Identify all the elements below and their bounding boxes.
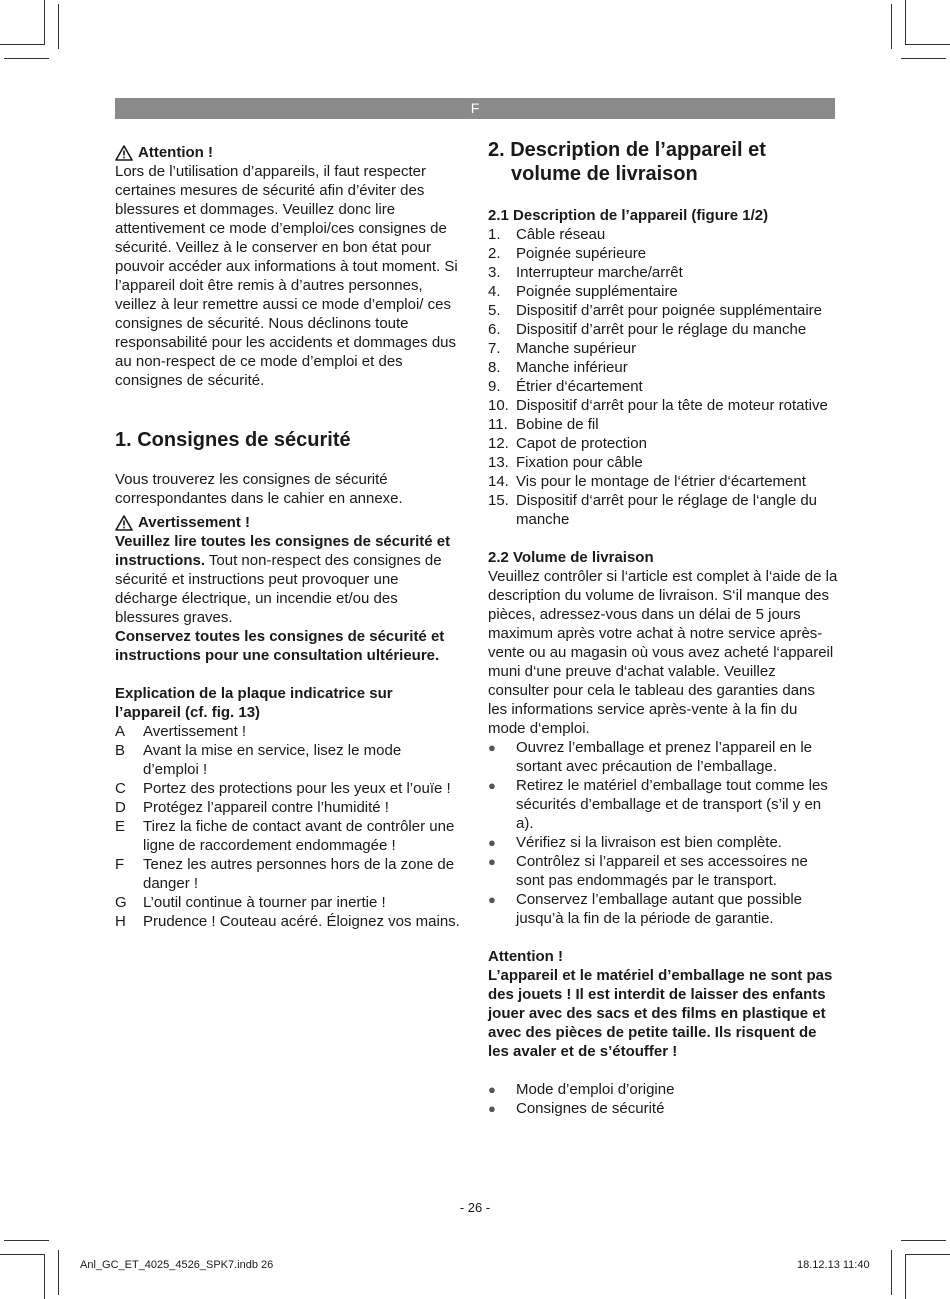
list-marker: H (115, 913, 126, 930)
crop-mark (905, 1254, 950, 1255)
attention-2-title: Attention ! (488, 948, 563, 965)
list-marker: 6. (488, 321, 501, 338)
crop-mark (905, 0, 906, 45)
list-item (488, 890, 838, 928)
subsection-2-1-title: 2.1 Description de l’appareil (figure 1/2) (488, 207, 769, 224)
list-item-text: Contrôlez si l’appareil et ses accessoires ne sont pas endommagés par le transport. (516, 853, 808, 889)
list-item-text: Capot de protection (516, 435, 647, 452)
warning-paragraph (115, 532, 460, 627)
warning-heading (115, 513, 460, 532)
print-date: 18.12.13 11:40 (797, 1259, 870, 1271)
list-marker: ● (488, 1101, 496, 1116)
crop-mark (905, 44, 950, 45)
list-marker: 5. (488, 302, 501, 319)
list-marker: 11. (488, 416, 508, 433)
list-item (488, 776, 838, 833)
warning-text: Tout non-respect des consignes de sécurité et instructions peut provoquer une décharge électrique, un incendie et/ou des blessures graves. (115, 552, 442, 626)
plate-title: Explication de la plaque indicatrice sur l’appareil (cf. fig. 13) (115, 685, 393, 721)
list-item (488, 1080, 838, 1099)
list-item-text: Conservez l’emballage autant que possible jusqu’à la fin de la période de garantie. (516, 891, 803, 927)
list-item-text: Dispositif d‘arrêt pour le réglage de l‘angle du manche (516, 492, 818, 528)
list-item (488, 1099, 838, 1118)
list-marker: 10. (488, 397, 509, 414)
list-item-text: Poignée supérieure (516, 245, 647, 262)
crop-mark (58, 1250, 59, 1295)
list-item (115, 912, 460, 931)
left-column (115, 143, 460, 931)
list-item-text: Protégez l’appareil contre l’humidité ! (143, 799, 389, 816)
list-item-text: Fixation pour câble (516, 454, 643, 471)
list-item (488, 244, 838, 263)
list-item-text: Vis pour le montage de l‘étrier d‘écartement (516, 473, 806, 490)
list-marker: E (115, 818, 126, 835)
list-marker: F (115, 856, 125, 873)
list-item (488, 434, 838, 453)
list-item-text: Avant la mise en service, lisez le mode d’emploi ! (143, 742, 402, 778)
crop-mark (901, 1240, 946, 1241)
list-item-text: Manche supérieur (516, 340, 637, 357)
list-item (488, 738, 838, 776)
list-item-text: Mode d’emploi d’origine (516, 1081, 675, 1098)
list-marker: ● (488, 835, 496, 850)
list-item-text: Prudence ! Couteau acéré. Éloignez vos mains. (143, 913, 460, 930)
list-marker: 8. (488, 359, 501, 376)
subsection-2-2-text: Veuillez contrôler si l‘article est complet à l‘aide de la description du volume de livraison. S‘il manque des pièces, adressez-vous dans un délai de 5 jours maximum après votre achat à notre service après-vente ou au magasin où vous avez acheté l‘appareil muni d‘une preuve d‘achat valable. Veuillez consulter pour cela le tableau des garanties dans les informations service après-vente à la fin du mode d‘emploi. (488, 568, 838, 737)
language-code: F (470, 100, 480, 116)
list-marker: ● (488, 892, 496, 907)
list-item-text: Portez des protections pour les yeux et l’ouïe ! (143, 780, 451, 797)
list-marker: 1. (488, 226, 501, 243)
list-item-text: Tirez la fiche de contact avant de contrôler une ligne de raccordement endommagée ! (143, 818, 455, 854)
list-marker: 2. (488, 245, 501, 262)
list-item-text: Ouvrez l’emballage et prenez l’appareil en le sortant avec précaution de l’emballage. (516, 739, 813, 775)
list-item-text: Vérifiez si la livraison est bien complète. (516, 834, 782, 851)
list-item (488, 225, 838, 244)
list-item (488, 415, 838, 434)
warning-triangle-icon (115, 515, 133, 531)
crop-mark (4, 1240, 49, 1241)
list-item (115, 779, 460, 798)
crop-mark (901, 58, 946, 59)
list-marker: 15. (488, 492, 509, 509)
list-item-text: L’outil continue à tourner par inertie ! (143, 894, 386, 911)
list-marker: ● (488, 778, 496, 793)
list-item (488, 320, 838, 339)
attention-heading (115, 143, 460, 162)
list-item-text: Interrupteur marche/arrêt (516, 264, 683, 281)
list-item (488, 339, 838, 358)
subsection-2-2-title: 2.2 Volume de livraison (488, 549, 654, 566)
list-marker: 7. (488, 340, 501, 357)
contents-bullet-list (488, 1080, 838, 1118)
crop-mark (891, 1250, 892, 1295)
list-item-text: Avertissement ! (143, 723, 247, 740)
list-marker: 13. (488, 454, 509, 471)
crop-mark (0, 44, 45, 45)
warning-bold-keep: Conservez toutes les consignes de sécurité et instructions pour une consultation ultérieure. (115, 628, 445, 664)
list-item (488, 396, 838, 415)
list-marker: 3. (488, 264, 501, 281)
list-item-text: Poignée supplémentaire (516, 283, 678, 300)
list-item (488, 263, 838, 282)
list-marker: 12. (488, 435, 509, 452)
list-marker: B (115, 742, 126, 759)
list-item-text: Câble réseau (516, 226, 606, 243)
section-1-title: 1. Consignes de sécurité (115, 429, 351, 451)
list-item (115, 855, 460, 893)
list-item-text: Dispositif d‘arrêt pour la tête de moteur rotative (516, 397, 828, 414)
list-item (488, 453, 838, 472)
crop-mark (891, 4, 892, 49)
crop-mark (44, 0, 45, 45)
list-item (488, 833, 838, 852)
list-item-text: Manche inférieur (516, 359, 628, 376)
list-marker: A (115, 723, 126, 740)
list-marker: G (115, 894, 127, 911)
attention-text: Lors de l’utilisation d’appareils, il faut respecter certaines mesures de sécurité afin d’éviter des blessures et dommages. Veuillez donc lire attentivement ce mode d’emploi/ces consignes de sécurité. Veillez à le conserver en bon état pour pouvoir accéder aux informations à tout moment. Si l’appareil doit être remis à d’autres personnes, veillez à leur remettre aussi ce mode d’emploi/ ces consignes de sécurité. Nous déclinons toute responsabilité pour les accidents et dommages dus au non-respect de ce mode d’emploi et des consignes de sécurité. (115, 163, 458, 389)
list-item-text: Dispositif d’arrêt pour le réglage du manche (516, 321, 807, 338)
right-column (488, 138, 838, 1118)
list-marker: 9. (488, 378, 501, 395)
crop-mark (58, 4, 59, 49)
list-item (115, 722, 460, 741)
attention-2-text: L’appareil et le matériel d’emballage ne sont pas des jouets ! Il est interdit de laisser des enfants jouer avec des sacs et des films en plastique et avec des pièces de petite taille. Ils risquent de les avaler et de s’étouffer ! (488, 967, 833, 1060)
warning-title: Avertissement ! (138, 514, 250, 531)
list-item (488, 301, 838, 320)
crop-mark (4, 58, 49, 59)
attention-title: Attention ! (138, 144, 213, 161)
section-1-intro: Vous trouverez les consignes de sécurité correspondantes dans le cahier en annexe. (115, 471, 403, 507)
list-item-text: Retirez le matériel d’emballage tout comme les sécurités d’emballage et de transport (s’il y en a). (516, 777, 828, 832)
list-marker: ● (488, 854, 496, 869)
file-name: Anl_GC_ET_4025_4526_SPK7.indb 26 (80, 1259, 274, 1271)
list-item-text: Dispositif d’arrêt pour poignée supplémentaire (516, 302, 823, 319)
list-item (488, 472, 838, 491)
plate-list (115, 722, 460, 931)
list-marker: 14. (488, 473, 509, 490)
warning-triangle-icon (115, 145, 133, 161)
list-item (115, 817, 460, 855)
list-item-text: Étrier d‘écartement (516, 378, 643, 395)
list-item-text: Consignes de sécurité (516, 1100, 665, 1117)
list-item (488, 491, 838, 529)
section-2-title: 2. Description de l’appareil et volume de livraison (488, 139, 766, 185)
list-marker: D (115, 799, 126, 816)
list-item (488, 852, 838, 890)
crop-mark (44, 1254, 45, 1299)
crop-mark (0, 1254, 45, 1255)
crop-mark (905, 1254, 906, 1299)
language-header-bar (115, 98, 835, 119)
list-item-text: Tenez les autres personnes hors de la zone de danger ! (143, 856, 455, 892)
list-item (115, 893, 460, 912)
list-item (488, 377, 838, 396)
list-item (488, 358, 838, 377)
list-marker: ● (488, 740, 496, 755)
list-marker: 4. (488, 283, 501, 300)
list-item (115, 798, 460, 817)
list-item (115, 741, 460, 779)
list-item (488, 282, 838, 301)
delivery-bullet-list (488, 738, 838, 928)
list-marker: C (115, 780, 126, 797)
list-marker: ● (488, 1082, 496, 1097)
parts-list (488, 225, 838, 529)
page-number: - 26 - (459, 1200, 491, 1215)
list-item-text: Bobine de fil (516, 416, 599, 433)
warning-bold-intro: Veuillez lire toutes les consignes de sécurité et instructions. (115, 533, 451, 569)
